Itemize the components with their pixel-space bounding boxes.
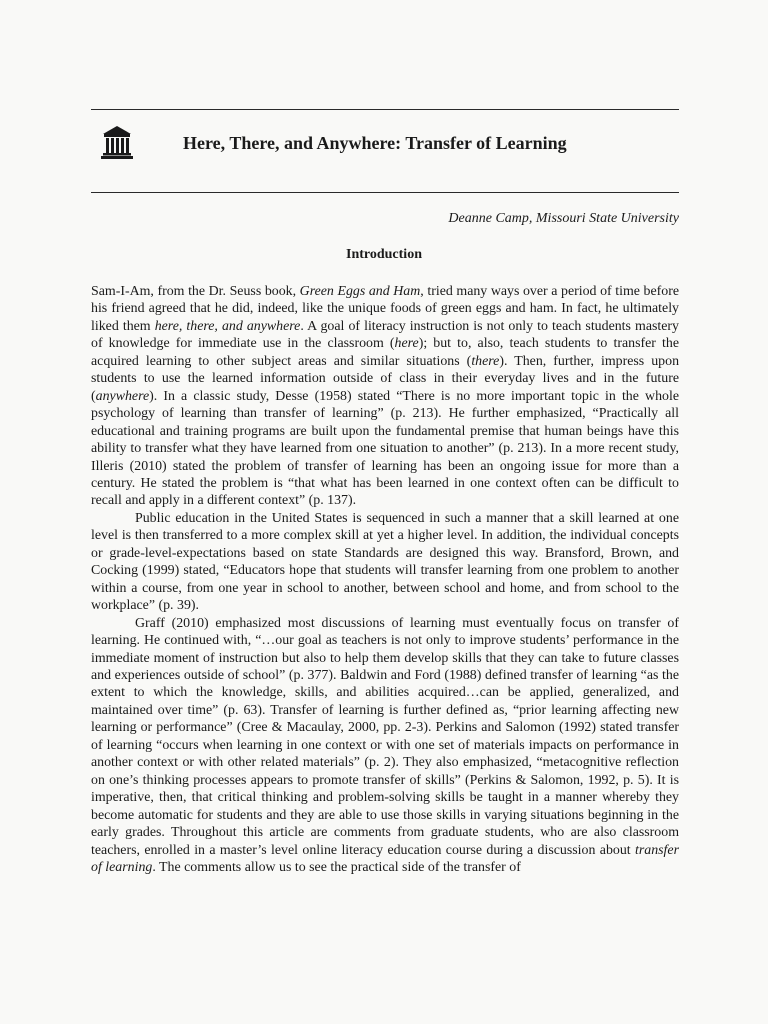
top-rule <box>91 109 679 110</box>
body-paragraph <box>91 283 679 510</box>
text-run: Graff (2010) emphasized most discussions of learning must eventually focus on transfer of learning. He continued with, “…our goal as teachers is not only to improve students’ performance in the immediate moment of instruction but also to help them develop skills that they can take to future classes and experiences outside of school” (p. 377). Baldwin and Ford (1988) defined transfer of learning “as the extent to which the knowledge, skills, and abilities acquired…can be applied, generalized, and maintained over time” (p. 63). Transfer of learning is further defined as, “prior learning affecting new learning or performance” (Cree & Macaulay, 2000, pp. 2-3). Perkins and Salomon (1992) stated transfer of learning “occurs when learning in one context or with one set of materials impacts on performance in another context or with other related materials” (p. 2). They also emphasized, “metacognitive reflection on one’s thinking processes appears to promote transfer of skills” (Perkins & Salomon, 1992, p. 5). It is imperative, then, that critical thinking and problem-solving skills be taught in a manner whereby they become automatic for students and they are able to use those skills in varying situations beginning in the early grades. Throughout this article are comments from graduate students, who are also classroom teachers, enrolled in a master’s level online literacy education course during a discussion about <box>91 615 679 858</box>
text-run: . The comments allow us to see the practical side of the transfer of <box>152 859 521 875</box>
text-run: Sam-I-Am, from the Dr. Seuss book, <box>91 284 300 299</box>
italic-text: anywhere <box>95 388 150 404</box>
italic-text: here, there, and anywhere <box>154 318 301 334</box>
section-heading: Introduction <box>346 247 422 262</box>
text-run: , tried many ways over a period of time before his friend agreed that he did, indeed, like the unique foods of green eggs and ham. In fact, he ultimately liked them <box>91 284 680 334</box>
article-header <box>91 124 679 170</box>
body-paragraph <box>91 615 679 877</box>
italic-text: Green Eggs and Ham <box>299 284 421 299</box>
text-run: ). In a classic study, Desse (1958) stated “There is no more important topic in the whole psychology of learning than transfer of learning” (p. 213). He further emphasized, “Practically all educational and training programs are built upon the fundamental premise that human beings have this ability to transfer what they have learned from one situation to another” (p. 213). In a more recent study, Illeris (2010) stated the problem of transfer of learning has been an ongoing issue for more than a century. He stated the problem is “that what has been learned in one context often can be difficult to recall and apply in a different context” (p. 137). <box>91 388 679 509</box>
article-body <box>91 283 679 876</box>
italic-text: here <box>394 336 419 352</box>
italic-text: transfer of learning <box>91 842 679 875</box>
text-run: ). Then, further, impress upon students to use the learned information outside of class in their everyday lives and in the future ( <box>91 353 680 404</box>
text-run: . A goal of literacy instruction is not only to teach students mastery of knowledge for immediate use in the classroom ( <box>91 318 679 352</box>
text-run: Public education in the United States is sequenced in such a manner that a skill learned at one level is then transferred to a more complex skill at yet a higher level. In addition, the individual concepts or grade-level-expectations based on state Standards are designed this way. Bransford, Brown, and Cocking (1999) stated, “Educators hope that students will transfer learning from one problem to another within a course, from one year in school to another, between school and home, and from school to the workplace” (p. 39). <box>91 510 679 614</box>
bottom-rule <box>91 192 679 193</box>
article-title: Here, There, and Anywhere: Transfer of Learning <box>183 133 567 153</box>
body-paragraph <box>91 510 679 615</box>
text-run: ); but to, also, teach students to transfer the acquired learning to other subject areas and similar situations ( <box>91 336 679 369</box>
author-byline: Deanne Camp, Missouri State University <box>448 211 679 226</box>
columned-building-icon <box>101 125 133 159</box>
italic-text: there <box>471 353 500 369</box>
